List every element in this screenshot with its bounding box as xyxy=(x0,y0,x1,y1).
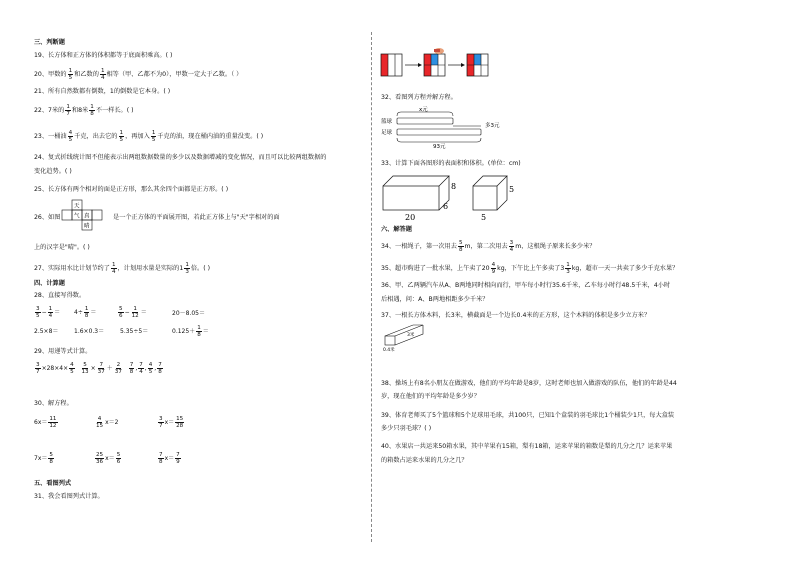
equation: 6x＝ $\frac{11}{12}$ xyxy=(34,416,57,429)
question-38-line1: 38、操场上有8名小朋友在做游戏，他们的平均年龄是8岁，这时老师也加入做游戏的队伍，他们的年龄是44 xyxy=(381,380,677,387)
question-20: 20、甲数的 $\frac{1}{5}$ 和乙数的 $\frac{1}{4}$ 相等（甲、乙都不为0），甲数一定大于乙数。（ ） xyxy=(34,68,243,81)
question-34: 34、一根绳子，第一次用去 $\frac{5}{8}$ m，第二次用去 $\frac{3}{4}$ m，这根绳子原来长多少米？ xyxy=(381,240,596,253)
fraction: $\frac{1}{5}$ xyxy=(68,68,73,81)
question-24-line2: 变化趋势。( ) xyxy=(34,168,72,175)
bar-label-basketball: 篮球 xyxy=(381,119,393,125)
section-4-title: 四、计算题 xyxy=(34,280,65,287)
section-6-title: 六、解答题 xyxy=(381,226,412,233)
fraction: $\frac{1}{3}$ xyxy=(185,262,189,275)
column-divider xyxy=(371,32,372,542)
question-40-line2: 的箱数占运来水果的几分之几？ xyxy=(381,457,468,464)
calc-item: 0.125＋ $\frac{1}{8}$ ＝ xyxy=(172,325,209,338)
question-28: 28、直接写得数。 xyxy=(34,292,86,299)
question-22: 22、7米的 $\frac{1}{7}$ 和8米 $\frac{1}{8}$ 不一样长。( ) xyxy=(34,104,134,117)
section-3-title: 三、判断题 xyxy=(34,39,65,46)
question-39-line2: 多少只羽毛球？( ) xyxy=(381,425,432,432)
question-21: 21、所有自然数都有倒数，1的倒数是它本身。( ) xyxy=(34,88,171,95)
fraction: $\frac{1}{4}$ xyxy=(100,68,105,81)
question-36-line2: 后相遇，问：A、B两地相距多少千米？ xyxy=(381,296,489,303)
question-30: 30、解方程。 xyxy=(34,400,73,407)
calc-29-line: $\frac{3}{7}$ ×28×4× $\frac{4}{5}$ $\frac{5}{13}$ × $\frac{7}{37}$ ＋ $\frac{2}{37}$ $\frac{7}{8}$ , $\frac{7}{4}$ , $\frac{4}{5}$ , $\frac{7}{8}$ xyxy=(36,362,162,375)
bar-top-label: x元 xyxy=(419,107,428,113)
fraction: $\frac{4}{5}$ xyxy=(68,130,73,143)
question-23: 23、一桶油 $\frac{4}{5}$ 千克，出去它的 $\frac{1}{5}$ ，再加入 $\frac{1}{5}$ 千克的油，现在桶内油的重量没变。( ) xyxy=(34,130,264,143)
equation: $\frac{3}{7}$ x＝ $\frac{15}{28}$ xyxy=(159,416,184,429)
pointing-hand-icon xyxy=(434,48,444,54)
question-19: 19、长方体和正方体的体积都等于底面积乘高。( ) xyxy=(34,52,173,59)
calc-item: 2.5×8＝ xyxy=(34,328,59,335)
question-40-line1: 40、水果店一共运来50箱水果，其中苹果有15箱，梨有18箱，运来苹果的箱数是梨的几分之几？运来苹果 xyxy=(381,443,673,450)
question-36-line1: 36、甲、乙两辆汽车从A、B两地同时相向而行，甲车每小时行35.6千米，乙车每小时行48.5千米，4小时 xyxy=(381,282,671,289)
question-25: 25、长方体有两个相对的面是正方形，那么其余四个面都是正方形。( ) xyxy=(34,186,229,193)
equation: 7x＝ $\frac{5}{8}$ xyxy=(34,452,53,465)
fraction: $\frac{1}{3}$ xyxy=(566,262,570,275)
question-29: 29、用递等式计算。 xyxy=(34,348,92,355)
question-35: 35、超市购进了一批水果，上午卖了 20 $\frac{4}{9}$ kg，下午比上午多卖了 3 $\frac{1}{3}$ kg，超市一天一共卖了多少千克水果？ xyxy=(381,262,679,275)
cuboid-height-label: 8 xyxy=(451,182,457,191)
question-26-text: 是一个正方体的平面展开图，若此正方体上与"天"字相对的面 xyxy=(113,214,280,221)
question-26-label: 26、如图 xyxy=(34,214,61,221)
question-32: 32、看图列方程并解方程。 xyxy=(381,94,457,101)
bar-total-label: 93元 xyxy=(433,144,446,150)
fraction-grid-figure xyxy=(381,44,493,78)
question-33: 33、计算下面各图形的表面积和体积。(单位：cm) xyxy=(381,160,521,167)
net-cell: 真 xyxy=(84,213,90,220)
equation: $\frac{25}{36}$ x＝ $\frac{5}{6}$ xyxy=(96,452,121,465)
cube-height-label: 5 xyxy=(509,185,515,194)
cube-width-label: 5 xyxy=(481,213,487,222)
fraction: $\frac{1}{5}$ xyxy=(151,130,156,143)
calc-item: 5.35÷5＝ xyxy=(120,328,149,335)
calc-item: 4÷ $\frac{1}{8}$ ＝ xyxy=(74,306,97,319)
solids-diagram xyxy=(381,174,531,222)
fraction: $\frac{1}{8}$ xyxy=(90,104,94,117)
calc-item: $\frac{5}{6}$ − $\frac{1}{12}$ ＝ xyxy=(119,306,147,319)
net-cell: 晴 xyxy=(84,223,90,230)
question-37: 37、一根长方体木料，长3米，横截面是一个边长0.4米的正方形，这个木料的体积是多少立方米？ xyxy=(381,312,651,319)
wood-side-label: 0.4米 xyxy=(383,348,395,353)
cuboid-width-label: 20 xyxy=(405,213,416,222)
fraction: $\frac{3}{4}$ xyxy=(509,240,514,253)
question-27: 27、实际用水比计划节约了 $\frac{1}{4}$ ，计划用水量是实际的 1 $\frac{1}{3}$ 倍。( ) xyxy=(34,262,211,275)
question-39-line1: 39、体育老师买了5个篮球和5个足球用毛球，共100只，已知1个盒装的羽毛球比1个桶装少1只，每大盒装 xyxy=(381,412,675,419)
fraction: $\frac{1}{5}$ xyxy=(119,130,124,143)
cuboid-depth-label: 6 xyxy=(443,202,449,211)
equation: $\frac{4}{15}$ x＝2 xyxy=(96,416,119,429)
question-24-line1: 24、复式折线统计图不但能表示出两组数据数量的多少以及数据增减的变化情况，而且可以比较两组数据的 xyxy=(34,154,327,161)
calc-item: $\frac{3}{5}$ − $\frac{1}{4}$ ＝ xyxy=(36,306,61,319)
fraction: $\frac{5}{8}$ xyxy=(458,240,463,253)
question-26-line2: 上的汉字是"晴"。( ) xyxy=(34,244,90,251)
fraction: $\frac{4}{9}$ xyxy=(491,262,496,275)
question-38-line2: 岁，现在他们的平均年龄是多少岁？ xyxy=(381,393,480,400)
bar-extra-label: 多3元 xyxy=(485,123,500,129)
wood-beam-figure xyxy=(383,324,433,353)
net-cell: 天 xyxy=(74,203,80,210)
section-5-title: 五、看图列式 xyxy=(34,480,72,487)
wood-length-label: 3米 xyxy=(407,333,415,338)
fraction: $\frac{1}{7}$ xyxy=(66,104,70,117)
calc-item: 1.6×0.3＝ xyxy=(74,328,105,335)
bar-label-football: 足球 xyxy=(381,130,393,136)
cube-net-diagram xyxy=(62,200,107,230)
question-31: 31、我会看图列式计算。 xyxy=(34,493,104,500)
equation: $\frac{7}{8}$ x＝ $\frac{7}{9}$ xyxy=(159,452,180,465)
calc-item: 20－8.05＝ xyxy=(172,310,205,317)
fraction: $\frac{1}{4}$ xyxy=(111,262,116,275)
bar-model-diagram xyxy=(381,107,511,150)
net-cell: 气 xyxy=(74,213,80,220)
